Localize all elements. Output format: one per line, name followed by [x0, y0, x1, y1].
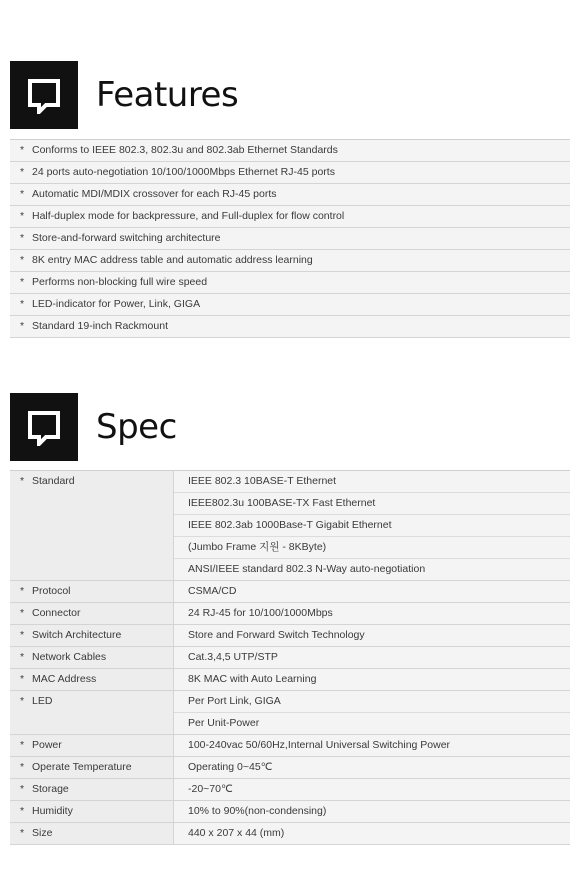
- feature-bullet: *: [20, 254, 25, 266]
- spec-title: Spec: [96, 407, 177, 447]
- spec-value: 100-240vac 50/60Hz,Internal Universal Switching Power: [188, 739, 451, 751]
- spec-label-cell: [10, 757, 174, 778]
- spec-value: Cat.3,4,5 UTP/STP: [188, 651, 278, 663]
- feature-text: 8K entry MAC address table and automatic address learning: [32, 254, 313, 266]
- spec-values-cell: [174, 647, 570, 668]
- spec-label: Protocol: [32, 585, 71, 597]
- spec-row: [10, 647, 570, 669]
- feature-text: Conforms to IEEE 802.3, 802.3u and 802.3ab Ethernet Standards: [32, 144, 338, 156]
- feature-text: LED-indicator for Power, Link, GIGA: [32, 298, 201, 310]
- feature-bullet: *: [20, 320, 25, 332]
- spec-values-cell: [174, 823, 570, 844]
- spec-row: [10, 581, 570, 603]
- spec-value: Per Unit-Power: [188, 717, 260, 729]
- feature-text: 24 ports auto-negotiation 10/100/1000Mbps Ethernet RJ-45 ports: [32, 166, 335, 178]
- feature-item: [10, 140, 570, 162]
- feature-item: [10, 294, 570, 316]
- spec-values-cell: [174, 581, 570, 602]
- spec-value: CSMA/CD: [188, 585, 237, 597]
- spec-value: ANSI/IEEE standard 802.3 N-Way auto-negotiation: [188, 563, 426, 575]
- spec-values-cell: [174, 735, 570, 756]
- spec-label-cell: [10, 471, 174, 580]
- spec-bullet: *: [20, 475, 25, 487]
- spec-label: Storage: [32, 783, 69, 795]
- features-title: Features: [96, 75, 239, 115]
- spec-value: Per Port Link, GIGA: [174, 691, 570, 713]
- spec-label: Power: [32, 739, 62, 751]
- spec-value: IEEE 802.3 10BASE-T Ethernet: [174, 471, 570, 493]
- feature-bullet: *: [20, 210, 25, 222]
- feature-item: [10, 316, 570, 338]
- spec-bullet: *: [20, 739, 25, 751]
- spec-value: (Jumbo Frame 지원 - 8KByte): [174, 537, 570, 559]
- spec-row: [10, 757, 570, 779]
- spec-bullet: *: [20, 761, 25, 773]
- spec-label: Switch Architecture: [32, 629, 122, 641]
- spec-values-cell: [174, 801, 570, 822]
- spec-values-cell: [174, 691, 570, 734]
- feature-bullet: *: [20, 144, 25, 156]
- feature-bullet: *: [20, 232, 25, 244]
- spec-header: [10, 392, 177, 462]
- spec-bullet: *: [20, 629, 25, 641]
- feature-item: [10, 250, 570, 272]
- spec-bullet: *: [20, 827, 25, 839]
- spec-label: Network Cables: [32, 651, 107, 663]
- feature-text: Half-duplex mode for backpressure, and Full-duplex for flow control: [32, 210, 345, 222]
- feature-item: [10, 162, 570, 184]
- spec-label-cell: [10, 625, 174, 646]
- speech-bubble-icon: [10, 393, 78, 461]
- spec-bullet: *: [20, 673, 25, 685]
- spec-table: [10, 470, 570, 845]
- spec-row: [10, 603, 570, 625]
- features-list: [10, 139, 570, 338]
- spec-bullet: *: [20, 695, 25, 707]
- spec-row: [10, 669, 570, 691]
- spec-row: [10, 691, 570, 735]
- spec-label: Size: [32, 827, 53, 839]
- spec-row: [10, 801, 570, 823]
- feature-item: [10, 206, 570, 228]
- spec-value: IEEE 802.3ab 1000Base-T Gigabit Ethernet: [174, 515, 570, 537]
- feature-item: [10, 184, 570, 206]
- spec-label: Operate Temperature: [32, 761, 132, 773]
- spec-label-cell: [10, 669, 174, 690]
- feature-bullet: *: [20, 276, 25, 288]
- spec-label: Humidity: [32, 805, 73, 817]
- spec-value: Operating 0~45℃: [188, 761, 273, 773]
- feature-bullet: *: [20, 188, 25, 200]
- spec-values-cell: [174, 625, 570, 646]
- spec-values-cell: [174, 471, 570, 580]
- feature-item: [10, 228, 570, 250]
- spec-label: Standard: [32, 475, 75, 487]
- spec-label-cell: [10, 823, 174, 844]
- feature-text: Performs non-blocking full wire speed: [32, 276, 208, 288]
- spec-values-cell: [174, 603, 570, 624]
- feature-item: [10, 272, 570, 294]
- spec-value: 24 RJ-45 for 10/100/1000Mbps: [188, 607, 333, 619]
- features-header: [10, 60, 238, 130]
- feature-text: Automatic MDI/MDIX crossover for each RJ-45 ports: [32, 188, 277, 200]
- spec-value: 8K MAC with Auto Learning: [188, 673, 317, 685]
- spec-label: LED: [32, 695, 53, 707]
- feature-text: Standard 19-inch Rackmount: [32, 320, 168, 332]
- spec-value: Store and Forward Switch Technology: [188, 629, 365, 641]
- spec-values-cell: [174, 779, 570, 800]
- feature-text: Store-and-forward switching architecture: [32, 232, 221, 244]
- spec-row: [10, 625, 570, 647]
- spec-values-cell: [174, 757, 570, 778]
- spec-bullet: *: [20, 783, 25, 795]
- spec-bullet: *: [20, 607, 25, 619]
- spec-label-cell: [10, 691, 174, 734]
- spec-value: -20~70℃: [188, 783, 233, 795]
- speech-bubble-icon: [10, 61, 78, 129]
- spec-label-cell: [10, 735, 174, 756]
- spec-label-cell: [10, 603, 174, 624]
- feature-bullet: *: [20, 166, 25, 178]
- spec-value: 440 x 207 x 44 (mm): [188, 827, 285, 839]
- feature-bullet: *: [20, 298, 25, 310]
- spec-bullet: *: [20, 651, 25, 663]
- spec-label-cell: [10, 801, 174, 822]
- spec-label-cell: [10, 581, 174, 602]
- spec-value: IEEE802.3u 100BASE-TX Fast Ethernet: [174, 493, 570, 515]
- spec-row: [10, 471, 570, 581]
- spec-label-cell: [10, 647, 174, 668]
- spec-value: 10% to 90%(non-condensing): [188, 805, 327, 817]
- spec-row: [10, 779, 570, 801]
- spec-label-cell: [10, 779, 174, 800]
- spec-row: [10, 735, 570, 757]
- spec-bullet: *: [20, 805, 25, 817]
- spec-row: [10, 823, 570, 845]
- spec-bullet: *: [20, 585, 25, 597]
- spec-values-cell: [174, 669, 570, 690]
- spec-label: Connector: [32, 607, 81, 619]
- spec-label: MAC Address: [32, 673, 97, 685]
